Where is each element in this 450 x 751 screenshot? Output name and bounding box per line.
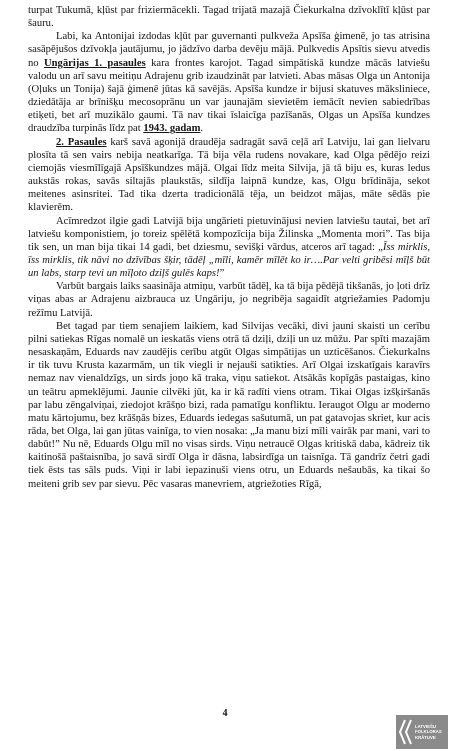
paragraph-6-text: Bet tagad par tiem senajiem laikiem, kad Silvijas vecāki, divi jauni skaisti un cerību pilni satiekas Rīgas nomalē un ieskatās viens otrā tā dziļi, dziļi un uz mūžu. Par spīti mazajām nesaskaņām, Eduards nav zaudējis cerību atgūt Olgas simpātijas un uzticēšanos. Čiekurkalns ir tik tuvu Krusta kazarmām, un tik viegli ir nejauši satikties. Arī Olgai izskatīgais karavīrs nemaz nav vienaldzīgs, un sirds joņo kā traka, viņu satiekot. Atsākās kopīgās pastaigas, kino un teātru apmeklējumi. Jaunie cilvēki jūt, ka ir kā radīti viens otram. Tikai Olgas izšķiršanās par labu zēngalviņai, ziedojot krāšņo bizi, rada pamatīgu konfliktu. Ieraugot Olgu ar moderno matu kārtojumu, bez krāšņās bizes, Eduards iedegas sašutumā, un pat gatavojas skriet, kur acis rāda, bet Olga, lai gan jūtas vainīga, to vien nosaka: „Ja manu bizi mīli vairāk par mani, vari to dabūt!” Nu nē, Eduards Olgu mīl no visas sirds. Viņu netraucē Olgas kritiskā daba, kādreiz tik kaitinošā paštaisnība, jo savā sirdī Olga ir dāsna, labsirdīga un taisnīga. Tā gandrīz četri gadi tiek ēsts tas sāls puds. Viņi ir labi iepazinuši viens otru, un Eduards nešaubās, ka tikai šo meiteni grib sev par sievu. Pēc vasaras manevriem, atgriežoties Rīgā, — [28, 320, 430, 490]
paragraph-4 — [28, 215, 430, 281]
paragraph-5-text: Varbūt bargais laiks saasināja atmiņu, varbūt tādēļ, ka tā bija pēdējā tikšanās, jo ļoti drīz viņas abas ar Adrajenu aizbrauca uz Ungāriju, jo negribēja sagaidīt atgriežamies Padomju režīmu Latvijā. — [28, 281, 430, 319]
emphasis-hungary-ww1: Ungārijas 1. pasaules — [43, 57, 146, 69]
logo-text-line-3: KRĀTUVE — [415, 734, 436, 740]
paragraph-4-text: Acīmredzot ilgie gadi Latvijā bija ungārieti pietuvinājusi nevien latviešu tautai, bet arī latviešu komponistiem, jo toreiz spēlētā kompozīcija bija Žilinska „Momenta mori”. Tas bija tik sen, un man bija tikai 14 gadi, bet dziesmu, sevišķi vārdus, atceros arī tagad: „ — [28, 215, 430, 253]
paragraph-2-text-b: kara frontes karojot. Tagad simpātiskā kundze mācās latviešu valodu un arī savu meitiņu Adrajenu grib izaudzināt par latvieti. Abas māsas Olga un Antonija (Oļuks un Tonija) šajā ģimenē jūtas kā savējās. Apsīša kundze ir bijusi skatuves māksliniece, dziedātāja ar brīnišķu mecosoprānu un var jaunajām sievietēm iemācīt nevien sabiedrības etiķeti, bet arī muzikālo gaumi. Tā nav tikai īslaicīga pazīšanās, Olgas un Apsīša kundzes draudzība turpinās līdz pat — [28, 57, 430, 135]
emphasis-ww2: 2. Pasaules — [56, 136, 107, 148]
song-lyrics-quote: Īss mirklis, īss mirklis, tik nāvi no dzīvības šķir, tādēļ „mīli, kamēr mīlēt ko ir….Par velti gribēsi mīļš būt un labs, starp tevi un mīļoto dziļš gulēs kaps! — [28, 241, 431, 280]
paragraph-5 — [28, 280, 430, 319]
paragraph-1 — [28, 4, 430, 30]
paragraph-3-text: karš savā agonijā draudēja sadragāt savā ceļā arī Latviju, lai gan lielvaru plosīta tā sen vairs nebija neatkarīga. Tā bija vēla rudens novakare, kad Olga pēdējo reizi ciemojās viesmīlīgajā Apsīškundzes mājā. Olgai līdz meita Silvija, jā tā biju es, kuras ledus aukstās rokas, savās siltajās plaukstās, sildīja laipnā kundze, kas, Olgu brīdināja, sekot meitenes asinsritei. Tad tika dzerta tradicionālā tēja, un beidzot mājas, māte sēdās pie klavierēm. — [28, 136, 430, 214]
paragraph-2-text-a: Labi, ka Antonijai izdodas kļūt par guvernanti pulkveža Apsīša ģimenē, jo tas atrisina sasāpējušos dzīvokļa jautājumu, jo jādzīvo darba devēju mājā. Pulkvedis Apsītis sievu atvedis no — [28, 31, 430, 69]
paragraph-3 — [28, 136, 430, 215]
paragraph-2 — [28, 30, 430, 135]
archive-emblem-icon — [398, 717, 414, 747]
paragraph-1-text: turpat Tukumā, kļūst par friziermācekli. Tagad trijatā mazajā Čiekurkalna dzīvoklītī kļūst par šauru. — [28, 5, 430, 30]
paragraph-2-text-c: . — [200, 123, 204, 135]
paragraph-4-closing-quote: ” — [219, 268, 225, 280]
paragraph-6 — [28, 320, 430, 491]
document-body — [28, 4, 430, 491]
logo-text-line-1: LATVIEŠU — [415, 724, 436, 730]
logo-text-line-2: FOLKLORAS — [415, 729, 442, 735]
folklore-archive-logo — [396, 715, 448, 749]
emphasis-year-1943: 1943. gadam — [143, 123, 201, 135]
page-number: 4 — [222, 708, 228, 719]
logo-text — [415, 724, 442, 740]
